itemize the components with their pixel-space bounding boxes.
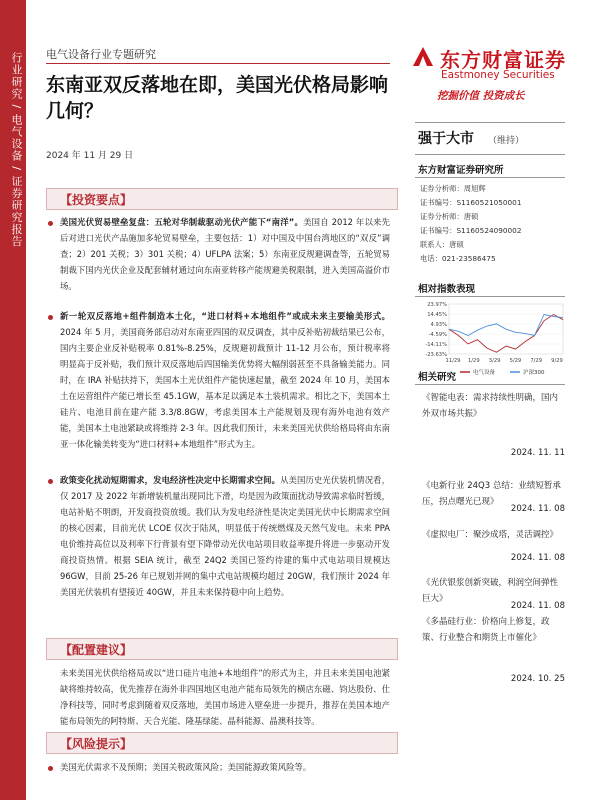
brand-english: Eastmoney Securities: [441, 69, 555, 81]
report-date: 2024 年 11 月 29 日: [46, 151, 134, 161]
phone: 电话：021-23586475: [420, 254, 496, 263]
config-body: 未来美国光伏供给格局或以“进口硅片电池+本地组件”的形式为主，并且未来美国电池紧缺将维持较高，优先推荐在海外非四国地区电池产能布局领先的横店东磁、钧达股份、仕净科技等，同时考虑到随着双反落地，美国市场进入壁垒进一步提升，推荐在美国本地产能布局领先的阿特斯、天合光能、隆基绿能、晶科能源、晶澳科技等。: [60, 668, 390, 726]
chart-x-tick-label: 3/29: [488, 358, 501, 364]
bullet-icon: [48, 315, 53, 320]
chart-x-tick-label: 5/29: [509, 358, 522, 364]
config-section-title: 【配置建议】: [60, 643, 133, 657]
chart-x-tick-label: 7/29: [530, 358, 543, 364]
rating-sub: （维持）: [488, 136, 525, 146]
related-item-title[interactable]: 《光伏银浆创新突破，利润空间弹性巨大》: [422, 578, 559, 604]
related-item-date: 2024. 10. 25: [510, 674, 565, 684]
related-title: 相关研究: [418, 372, 457, 383]
report-category: 电气设备行业专题研究: [46, 48, 156, 61]
chart-x-tick-label: 1/29: [467, 358, 480, 364]
side-vertical-text: 行业研究 / 电气设备 / 证券研究报告: [10, 52, 23, 248]
institute-name: 东方财富证券研究所: [418, 165, 504, 176]
brand-name: 东方财富证券: [440, 48, 566, 72]
bullet-icon: [48, 766, 53, 771]
chart-x-tick-label: 9/29: [551, 358, 563, 364]
chart-y-tick-label: -14.11%: [425, 342, 447, 348]
cert-2: 证书编号：S1160524090002: [420, 226, 522, 235]
rating-label: 强于大市: [418, 131, 474, 147]
invest-point-1-lead: 美国光伏贸易壁垒复盘：五轮对华制裁驱动光伏产能下“南洋”。: [60, 217, 304, 227]
invest-point-3-body: 从美国历史光伏装机情况看，仅 2017 及 2022 年新增装机量出现同比下滑，均是因为政策面扰动导致需求临时暂缓，电站补贴不明朗，开发商投资放缓。我们认为发电经济性是决定美国光伏中长期需求空间的核心因素，目前光伏 LCOE 仅次于陆风，明显低于传统燃煤及天然气发电。未来 PPA 电价维持高位以及利率下行背景有望下降带动光伏电站项目收益率提升将进一步驱动开发商投资热情。根据 SEIA 统计，截至 24Q2 美国已签约待建的集中式电站项目规模达 96GW，目前 25-26 年已规划并网的集中式电站规模均超过 20GW，我们预计 2024 年美国光伏装机有望接近 40GW，并且未来保持稳中向上趋势。: [60, 475, 391, 597]
invest-section-title: 【投资要点】: [60, 193, 133, 207]
invest-point-3: [60, 472, 390, 600]
bullet-icon: [48, 221, 53, 226]
analyst-1: 证券分析师：周旭辉: [420, 184, 486, 193]
invest-point-2-body: 2024 年 5 月，美国商务部启动对东南亚四国的双反调查，其中反补贴初裁结果已公布，国内主要企业反补贴税率 0.81%-8.25%，反规避初裁预计 11-12 月公布，预计税率将明显高于反补贴，我们预计双反落地后四国输美优势将大幅削弱甚至不具备输美能力。同时，在 IRA 补贴扶持下，美国本土光伏组件产能快速起量，截至 2024 年 10 月，美国本土在运营组件产能已增长至 45.1GW，基本足以满足本土装机需求。相比之下，美国本土硅片、电池目前在建产能 3.3/8.8GW，考虑美国本土产能规划及现有海外电池有效产能，美国本土电池紧缺或将维持 2-3 年。因此我们预计，未来美国光伏供给格局将由东南亚一体化输美转变为“进口材料+本地组件”形式为主。: [60, 327, 390, 449]
chart-legend-label: 电气设备: [473, 370, 496, 376]
risk-body: 美国光伏需求不及预期；美国关税政策风险；美国能源政策风险等。: [60, 762, 312, 772]
chart-x-tick-label: 11/29: [445, 358, 461, 364]
related-divider: [415, 384, 565, 385]
rating-bottom-divider: [415, 154, 565, 155]
chart-y-tick-label: -4.59%: [428, 332, 447, 338]
perf-chart-title: 相对指数表现: [418, 284, 476, 295]
related-item-date: 2024. 11. 11: [510, 448, 565, 458]
cert-1: 证书编号：S1160521050001: [420, 198, 522, 207]
related-item-date: 2024. 11. 08: [510, 601, 565, 611]
related-item-date: 2024. 11. 08: [510, 553, 565, 563]
chart-y-tick-label: -23.63%: [425, 352, 447, 358]
institute-divider: [415, 177, 565, 178]
risk-section-title: 【风险提示】: [60, 737, 133, 751]
chart-y-tick-label: 23.97%: [427, 302, 447, 308]
invest-point-2-lead: 新一轮双反落地+组件制造本土化，“进口材料+本地组件”或成未来主要输美形式。: [60, 311, 390, 321]
chart-y-tick-label: 14.45%: [427, 312, 447, 318]
related-item-title[interactable]: 《智能电表：需求持续性明确，国内外双市场共振》: [422, 393, 559, 419]
related-item-title[interactable]: 《电新行业 24Q3 总结：业绩短暂承压，拐点曙光已现》: [422, 481, 561, 507]
perf-chart-divider: [415, 296, 565, 297]
related-item-title[interactable]: 《虚拟电厂：聚沙成塔，灵活调控》: [422, 530, 559, 540]
header-divider: [46, 63, 390, 64]
chart-y-tick-label: 4.93%: [430, 322, 447, 328]
contact: 联系人：唐硕: [420, 240, 464, 249]
invest-point-2: [60, 308, 390, 452]
related-item-date: 2024. 11. 08: [510, 504, 565, 514]
rating-top-divider: [415, 122, 565, 123]
invest-point-1: [60, 214, 390, 294]
analyst-2: 证券分析师：唐硕: [420, 212, 479, 221]
page-title: 东南亚双反落地在即，美国光伏格局影响几何？: [46, 74, 389, 122]
bullet-icon: [48, 479, 53, 484]
related-item-title[interactable]: 《多晶硅行业：价格向上修复，政策、行业整合和期货上市催化》: [422, 617, 550, 643]
brand-logo-icon: [410, 44, 436, 70]
invest-point-1-body: 美国自 2012 年以来先后对进口光伏产品施加多轮贸易壁垒，主要包括：1）对中国及中国台湾地区的“双反”调查；2）201 关税；3）301 关税；4）UFLPA 法案；5）东南亚反规避调查等，五轮贸易制裁下国内光伏企业及配套辅材通过向东南亚转移产能规避美税限制，进入美国高溢价市场。: [60, 217, 390, 291]
invest-point-3-lead: 政策变化扰动短期需求，发电经济性决定中长期需求空间。: [60, 475, 281, 485]
brand-slogan: 挖掘价值 投资成长: [437, 90, 525, 102]
chart-legend-label: 沪深300: [523, 370, 545, 376]
